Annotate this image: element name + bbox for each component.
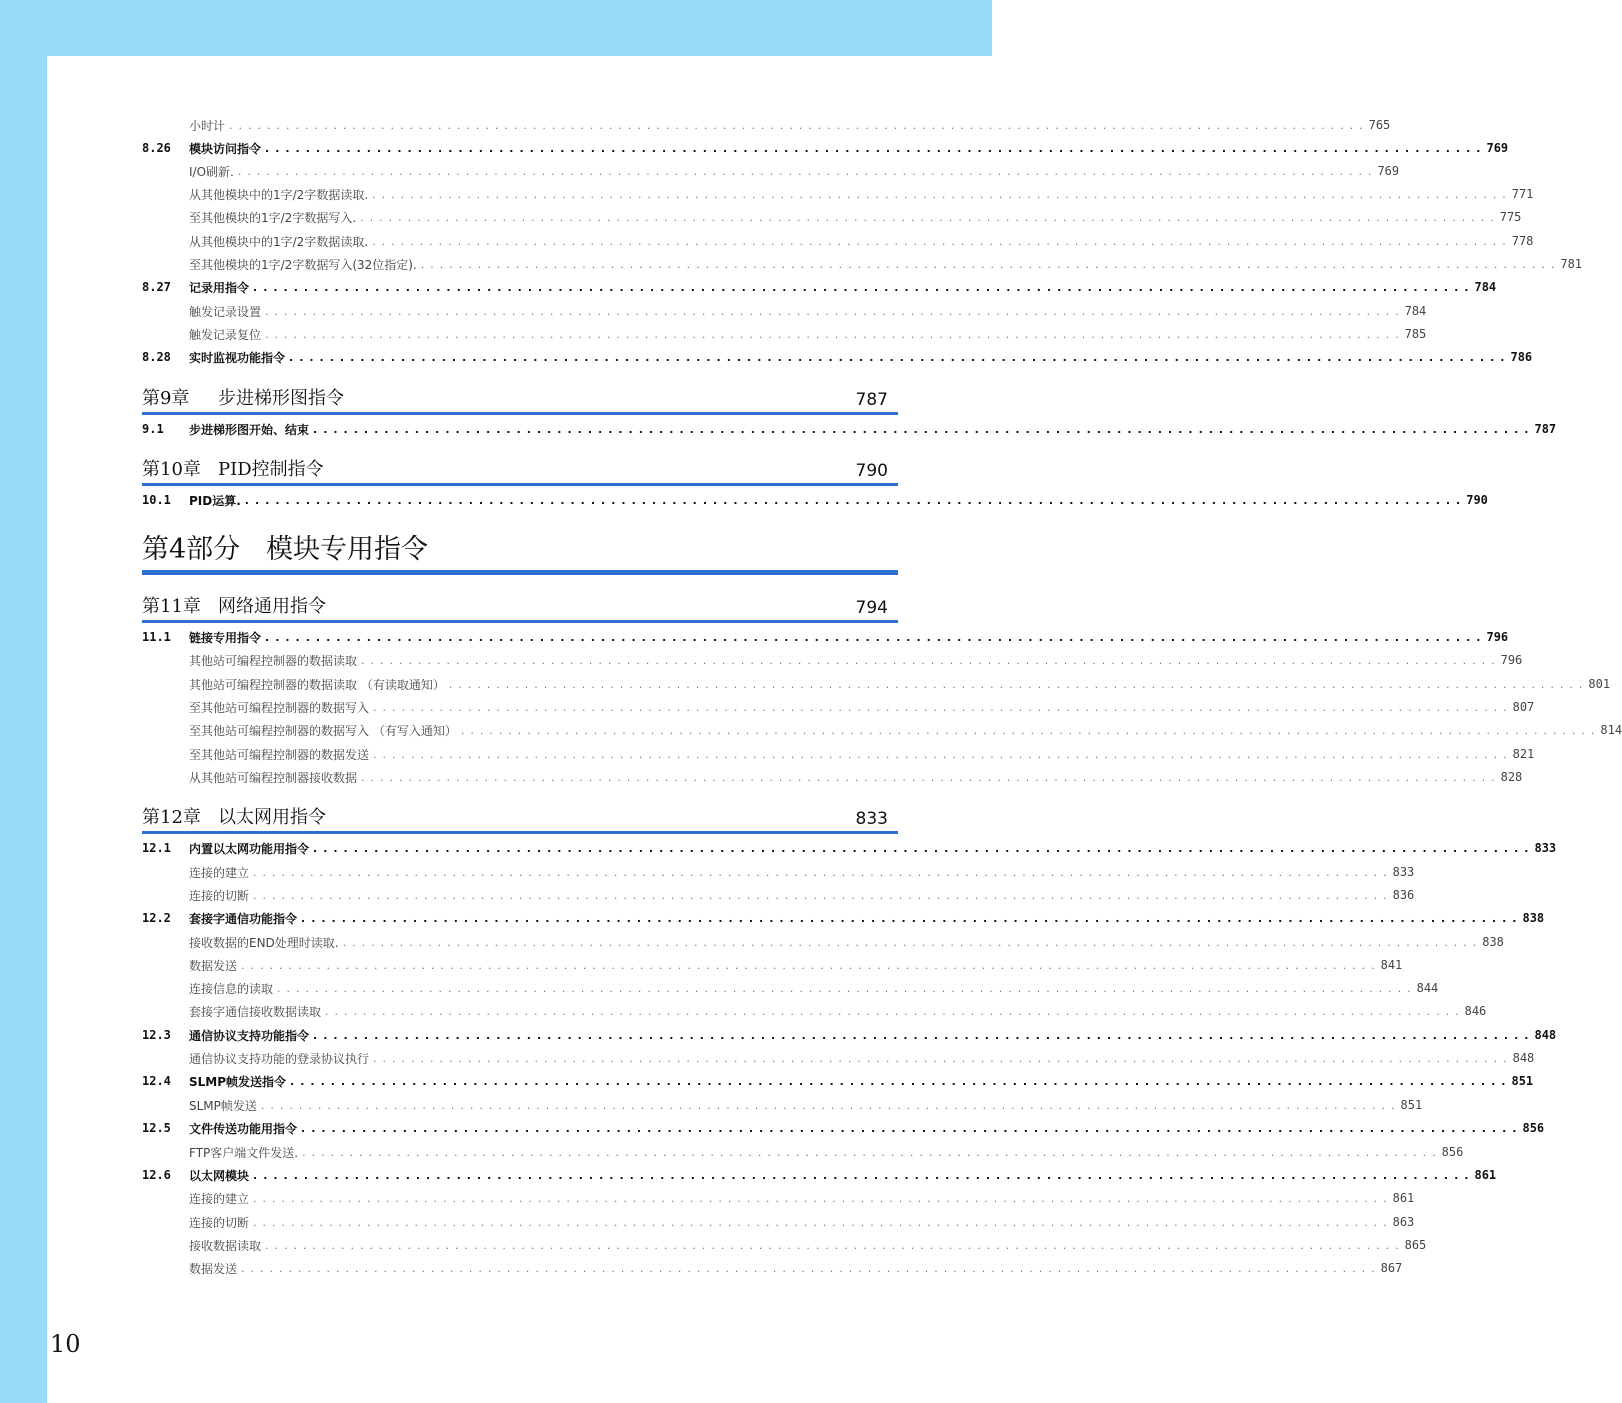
- entry-title: 内置以太网功能用指令: [189, 841, 310, 856]
- section-number: 8.26: [142, 141, 171, 155]
- dot-leader: ........................................................................................................................: [460, 723, 1601, 737]
- section-number: 8.28: [142, 350, 171, 364]
- dot-leader: ........................................................................................................................: [253, 1215, 1393, 1229]
- dot-leader: ........................................................................................................................: [360, 210, 1500, 224]
- entry-title: 其他站可编程控制器的数据读取 （有读取通知）: [189, 677, 445, 692]
- entry-title: 数据发送: [189, 958, 238, 973]
- chapter-number: 第12章: [142, 807, 201, 828]
- page-number: 10: [50, 1330, 81, 1358]
- entry-title: 从其他模块中的1字/2字数据读取.: [189, 234, 369, 249]
- entry-page: 846: [1464, 1004, 1487, 1018]
- toc-subentry[interactable]: [142, 1048, 1535, 1068]
- entry-page: 787: [1534, 422, 1557, 436]
- section-number: 12.2: [142, 911, 171, 925]
- entry-title: 链接专用指令: [189, 630, 262, 645]
- toc-section-entry[interactable]: [142, 138, 1509, 158]
- toc-subentry[interactable]: [142, 767, 1523, 787]
- part-title: 模块专用指令: [266, 534, 428, 565]
- dot-leader: ........................................................................................................................: [290, 1074, 1512, 1088]
- dot-leader: ........................................................................................................................: [373, 1051, 1513, 1065]
- entry-page: 856: [1441, 1145, 1464, 1159]
- section-number: 9.1: [142, 422, 164, 436]
- toc-section-entry[interactable]: [142, 277, 1497, 297]
- dot-leader: ........................................................................................................................: [253, 888, 1393, 902]
- chapter-title: 步进梯形图指令: [218, 388, 344, 409]
- chapter-number: 第11章: [142, 596, 201, 617]
- toc-subentry[interactable]: [142, 1235, 1427, 1255]
- entry-page: 765: [1368, 118, 1391, 132]
- toc-subentry[interactable]: [142, 955, 1403, 975]
- entry-title: SLMP帧发送指令: [189, 1074, 287, 1089]
- dot-leader: ........................................................................................................................: [420, 257, 1561, 271]
- toc-subentry[interactable]: [142, 674, 1611, 694]
- dot-leader: ........................................................................................................................: [265, 304, 1405, 318]
- part-heading: [142, 532, 898, 575]
- section-number: 12.1: [142, 841, 171, 855]
- toc-section-entry[interactable]: [142, 1165, 1497, 1185]
- dot-leader: ........................................................................................................................: [241, 958, 1381, 972]
- dot-leader: ........................................................................................................................: [325, 1004, 1465, 1018]
- entry-page: 848: [1534, 1028, 1557, 1042]
- entry-page: 828: [1500, 770, 1523, 784]
- toc-subentry[interactable]: [142, 885, 1415, 905]
- section-number: 12.4: [142, 1074, 171, 1088]
- section-number: 12.3: [142, 1028, 171, 1042]
- dot-leader: ........................................................................................................................: [313, 1028, 1535, 1042]
- toc-subentry[interactable]: [142, 720, 1622, 740]
- entry-title: 至其他模块的1字/2字数据写入(32位指定).: [189, 257, 417, 272]
- toc-section-entry[interactable]: [142, 1071, 1534, 1091]
- entry-title: 从其他站可编程控制器接收数据: [189, 770, 358, 785]
- entry-page: 867: [1380, 1261, 1403, 1275]
- entry-title: 触发记录复位: [189, 327, 262, 342]
- chapter-number: 第10章: [142, 459, 201, 480]
- dot-leader: ........................................................................................................................: [265, 327, 1405, 341]
- dot-leader: ........................................................................................................................: [241, 1261, 1381, 1275]
- entry-page: 784: [1474, 280, 1497, 294]
- entry-title: 套接字通信功能指令: [189, 911, 298, 926]
- entry-title: 触发记录设置: [189, 304, 262, 319]
- entry-title: 连接的切断: [189, 1215, 250, 1230]
- entry-page: 769: [1486, 141, 1509, 155]
- entry-title: 以太网模块: [189, 1168, 250, 1183]
- entry-title: 数据发送: [189, 1261, 238, 1276]
- entry-title: 连接的切断: [189, 888, 250, 903]
- entry-title: 从其他模块中的1字/2字数据读取.: [189, 187, 369, 202]
- dot-leader: ........................................................................................................................: [265, 1238, 1405, 1252]
- entry-page: 771: [1511, 187, 1534, 201]
- toc-subentry[interactable]: [142, 115, 1391, 135]
- left-color-band: [0, 0, 47, 1403]
- entry-title: 记录用指令: [189, 280, 250, 295]
- section-number: 11.1: [142, 630, 171, 644]
- part-number: 第4部分: [142, 534, 241, 565]
- entry-title: 至其他站可编程控制器的数据写入 （有写入通知）: [189, 723, 457, 738]
- dot-leader: ........................................................................................................................: [372, 187, 1512, 201]
- entry-page: 786: [1510, 350, 1533, 364]
- entry-page: 833: [1392, 865, 1415, 879]
- section-number: 10.1: [142, 493, 171, 507]
- entry-page: 790: [1466, 493, 1488, 507]
- toc-subentry[interactable]: [142, 932, 1504, 952]
- dot-leader: ........................................................................................................................: [301, 911, 1523, 925]
- dot-leader: ........................................................................................................................: [301, 1121, 1523, 1135]
- toc-subentry[interactable]: [142, 324, 1427, 344]
- dot-leader: ........................................................................................................................: [229, 118, 1369, 132]
- chapter-number: 第9章: [142, 388, 190, 409]
- entry-page: 841: [1380, 958, 1403, 972]
- entry-page: 851: [1400, 1098, 1423, 1112]
- entry-page: 821: [1512, 747, 1535, 761]
- toc-subentry[interactable]: [142, 650, 1523, 670]
- dot-leader: ........................................................................................................................: [342, 935, 1483, 949]
- entry-title: 至其他站可编程控制器的数据发送: [189, 747, 370, 762]
- entry-page: 781: [1560, 257, 1583, 271]
- entry-page: 801: [1588, 677, 1611, 691]
- entry-page: 838: [1482, 935, 1504, 949]
- entry-page: 796: [1486, 630, 1509, 644]
- dot-leader: ........................................................................................................................: [313, 841, 1535, 855]
- dot-leader: ........................................................................................................................: [373, 747, 1513, 761]
- section-number: 12.5: [142, 1121, 171, 1135]
- entry-page: 807: [1512, 700, 1535, 714]
- entry-page: 785: [1404, 327, 1427, 341]
- entry-title: 至其他站可编程控制器的数据写入: [189, 700, 370, 715]
- dot-leader: ........................................................................................................................: [302, 1145, 1442, 1159]
- entry-title: 连接的建立: [189, 1191, 250, 1206]
- chapter-heading[interactable]: [142, 594, 898, 623]
- entry-title: 步进梯形图开始、结束: [189, 422, 310, 437]
- toc-subentry[interactable]: [142, 254, 1583, 274]
- section-number: 8.27: [142, 280, 171, 294]
- toc-subentry[interactable]: [142, 1095, 1423, 1115]
- toc-section-entry[interactable]: [142, 627, 1509, 647]
- dot-leader: ........................................................................................................................: [253, 865, 1393, 879]
- entry-title: FTP客户端文件发送.: [189, 1145, 299, 1160]
- chapter-title: PID控制指令: [218, 459, 324, 480]
- entry-title: 文件传送功能用指令: [189, 1121, 298, 1136]
- entry-page: 769: [1377, 164, 1400, 178]
- dot-leader: ........................................................................................................................: [361, 770, 1501, 784]
- entry-page: 838: [1522, 911, 1545, 925]
- toc-section-entry[interactable]: [142, 838, 1557, 858]
- chapter-heading[interactable]: [142, 457, 898, 486]
- toc-section-entry[interactable]: [142, 490, 1488, 510]
- toc-subentry[interactable]: [142, 697, 1535, 717]
- entry-title: 其他站可编程控制器的数据读取: [189, 653, 358, 668]
- dot-leader: ........................................................................................................................: [237, 164, 1378, 178]
- entry-title: SLMP帧发送: [189, 1098, 257, 1113]
- toc-subentry[interactable]: [142, 301, 1427, 321]
- entry-page: 863: [1392, 1215, 1415, 1229]
- entry-title: I/O刷新.: [189, 164, 234, 179]
- entry-page: 861: [1474, 1168, 1497, 1182]
- chapter-title: 网络通用指令: [218, 596, 326, 617]
- entry-page: 784: [1404, 304, 1427, 318]
- entry-page: 848: [1512, 1051, 1535, 1065]
- toc-subentry[interactable]: [142, 1258, 1403, 1278]
- toc-subentry[interactable]: [142, 161, 1400, 181]
- toc-subentry[interactable]: [142, 1142, 1464, 1162]
- dot-leader: ........................................................................................................................: [265, 141, 1487, 155]
- entry-title: 连接的建立: [189, 865, 250, 880]
- entry-page: 814: [1600, 723, 1622, 737]
- entry-title: 实时监视功能指令: [189, 350, 286, 365]
- dot-leader: ........................................................................................................................: [373, 700, 1513, 714]
- entry-page: 836: [1392, 888, 1415, 902]
- toc-subentry[interactable]: [142, 1188, 1415, 1208]
- toc-subentry[interactable]: [142, 978, 1439, 998]
- entry-page: 796: [1500, 653, 1523, 667]
- dot-leader: ........................................................................................................................: [289, 350, 1511, 364]
- chapter-heading[interactable]: [142, 386, 898, 415]
- entry-title: 至其他模块的1字/2字数据写入.: [189, 210, 357, 225]
- entry-title: 小时计: [189, 118, 226, 133]
- entry-title: 模块访问指令: [189, 141, 262, 156]
- chapter-page: 794: [855, 598, 888, 618]
- dot-leader: ........................................................................................................................: [448, 677, 1589, 691]
- toc-subentry[interactable]: [142, 231, 1534, 251]
- toc-section-entry[interactable]: [142, 419, 1557, 439]
- dot-leader: ........................................................................................................................: [265, 630, 1487, 644]
- dot-leader: ........................................................................................................................: [361, 653, 1501, 667]
- entry-title: 通信协议支持功能指令: [189, 1028, 310, 1043]
- toc-subentry[interactable]: [142, 207, 1522, 227]
- toc-section-entry[interactable]: [142, 908, 1545, 928]
- entry-page: 778: [1511, 234, 1534, 248]
- dot-leader: ........................................................................................................................: [260, 1098, 1401, 1112]
- toc-subentry[interactable]: [142, 1001, 1487, 1021]
- toc-subentry[interactable]: [142, 744, 1535, 764]
- entry-page: 861: [1392, 1191, 1415, 1205]
- toc-subentry[interactable]: [142, 862, 1415, 882]
- chapter-title: 以太网用指令: [218, 807, 326, 828]
- chapter-heading[interactable]: [142, 805, 898, 834]
- dot-leader: ........................................................................................................................: [253, 1168, 1475, 1182]
- entry-page: 856: [1522, 1121, 1545, 1135]
- entry-page: 865: [1404, 1238, 1427, 1252]
- entry-title: 接收数据读取: [189, 1238, 262, 1253]
- toc-subentry[interactable]: [142, 184, 1534, 204]
- entry-page: 775: [1499, 210, 1522, 224]
- toc-subentry[interactable]: [142, 1212, 1415, 1232]
- dot-leader: ........................................................................................................................: [244, 493, 1467, 507]
- toc-section-entry[interactable]: [142, 1118, 1545, 1138]
- entry-title: 连接信息的读取: [189, 981, 274, 996]
- chapter-page: 790: [855, 461, 888, 481]
- entry-title: 通信协议支持功能的登录协议执行: [189, 1051, 370, 1066]
- entry-page: 833: [1534, 841, 1557, 855]
- dot-leader: ........................................................................................................................: [253, 280, 1475, 294]
- entry-title: PID运算.: [189, 493, 241, 508]
- entry-title: 接收数据的END处理时读取.: [189, 935, 339, 950]
- top-color-band: [0, 0, 992, 56]
- dot-leader: ........................................................................................................................: [372, 234, 1512, 248]
- dot-leader: ........................................................................................................................: [253, 1191, 1393, 1205]
- entry-page: 851: [1511, 1074, 1534, 1088]
- entry-title: 套接字通信接收数据读取: [189, 1004, 322, 1019]
- dot-leader: ........................................................................................................................: [313, 422, 1535, 436]
- section-number: 12.6: [142, 1168, 171, 1182]
- dot-leader: ........................................................................................................................: [277, 981, 1417, 995]
- toc-section-entry[interactable]: [142, 347, 1533, 367]
- entry-page: 844: [1416, 981, 1439, 995]
- chapter-page: 833: [855, 809, 888, 829]
- chapter-page: 787: [855, 390, 888, 410]
- toc-section-entry[interactable]: [142, 1025, 1557, 1045]
